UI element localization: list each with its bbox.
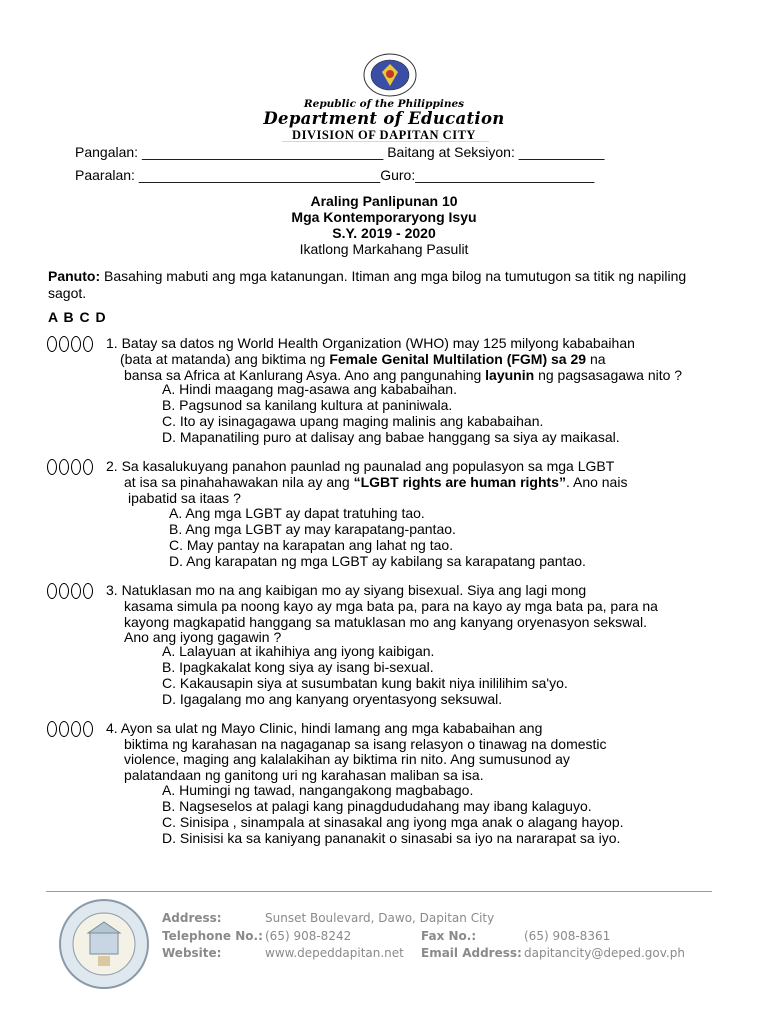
q2-choice-c: C. May pantay na karapatan ang lahat ng tao. (169, 537, 454, 553)
q3-line1: 3. Natuklasan mo na ang kaibigan mo ay siyang bisexual. Siya ang lagi mong (106, 582, 587, 598)
q3-choice-a: A. Lalayuan at ikahihiya ang iyong kaibigan. (162, 643, 435, 659)
school-year: S.Y. 2019 - 2020 (332, 225, 436, 241)
bubble-c[interactable] (71, 336, 81, 352)
q4-line4: palatandaan ng ganitong uri ng karahasan maliban sa isa. (124, 767, 484, 783)
q1-choice-a: A. Hindi maagang mag-asawa ang kababaihan. (162, 381, 457, 397)
instructions: Panuto: Basahing mabuti ang mga katanungan. Itiman ang mga bilog na tumutugon sa titik ng napiling (48, 268, 687, 284)
address-value: Sunset Boulevard, Dawo, Dapitan City (265, 911, 495, 925)
q3-choice-b: B. Ipagkakalat kong siya ay isang bi-sexual. (162, 659, 434, 675)
bubble-a[interactable] (47, 336, 57, 352)
bubble-b[interactable] (59, 721, 69, 737)
bubble-c[interactable] (71, 721, 81, 737)
q4-line3: violence, maging ang kalalakihan ay biktima rin nito. Ang sumusunod ay (124, 751, 570, 767)
instructions-cont: sagot. (48, 285, 87, 301)
q2-line1: 2. Sa kasalukuyang panahon paunlad ng paunalad ang populasyon sa mga LGBT (106, 458, 615, 474)
bubble-d[interactable] (83, 583, 93, 599)
bubble-b[interactable] (59, 459, 69, 475)
q3-choice-c: C. Kakausapin siya at susumbatan kung bakit niya inililihim sa'yo. (162, 675, 568, 691)
header-divider (282, 141, 489, 142)
bubble-d[interactable] (83, 721, 93, 737)
answer-bubbles-q1[interactable] (47, 336, 93, 352)
bubble-c[interactable] (71, 583, 81, 599)
website-label: Website: (162, 946, 222, 960)
q1-choice-d: D. Mapanatiling puro at dalisay ang babae hanggang sa siya ay maikasal. (162, 429, 620, 445)
q4-line2: biktima ng karahasan na nagaganap sa isang relasyon o tinawag na domestic (124, 736, 607, 752)
q4-choice-b: B. Nagseselos at palagi kang pinagdududahang may ibang kalaguyo. (162, 798, 592, 814)
bubble-a[interactable] (47, 583, 57, 599)
q2-choice-d: D. Ang karapatan ng mga LGBT ay kabilang sa karapatang pantao. (169, 553, 586, 569)
q1-line3: bansa sa Africa at Kanlurang Asya. Ano ang pangunahing layunin ng pagsasagawa nito ? (124, 367, 683, 383)
bubble-d[interactable] (83, 336, 93, 352)
q4-choice-c: C. Sinisipa , sinampala at sinasakal ang iyong mga anak o alagang hayop. (162, 814, 624, 830)
name-grade-section-field: Pangalan: _______________________________ Baitang at Seksiyon: ___________ (75, 144, 605, 160)
bubble-c[interactable] (71, 459, 81, 475)
q2-line2: at isa sa pinahahawakan nila ay ang “LGBT rights are human rights”. Ano nais (124, 474, 628, 490)
website-link[interactable]: www.depeddapitan.net (265, 946, 404, 960)
q3-line2: kasama simula pa noong kayo ay mga bata pa, para na kayo ay mga bata pa, para na (124, 598, 658, 614)
bubble-d[interactable] (83, 459, 93, 475)
q2-choice-b: B. Ang mga LGBT ay may karapatang-pantao. (169, 521, 456, 537)
bubble-b[interactable] (59, 583, 69, 599)
answer-header: A B C D (48, 309, 107, 325)
q2-choice-a: A. Ang mga LGBT ay dapat tratuhing tao. (169, 505, 425, 521)
bubble-a[interactable] (47, 459, 57, 475)
email-label: Email Address: (421, 946, 522, 960)
republic-label: Republic of the Philippines (303, 98, 465, 110)
exam-title: Ikatlong Markahang Pasulit (299, 241, 469, 257)
q3-line4: Ano ang iyong gagawin ? (124, 629, 282, 645)
school-teacher-field: Paaralan: _______________________________Guro:_______________________ (75, 167, 595, 183)
q2-line3: ipabatid sa itaas ? (128, 490, 241, 506)
q1-line1: 1. Batay sa datos ng World Health Organization (WHO) may 125 milyong kababaihan (106, 335, 635, 351)
answer-bubbles-q4[interactable] (47, 721, 93, 737)
q1-choice-c: C. Ito ay isinagagawa upang maging malinis ang kababaihan. (162, 413, 544, 429)
q4-choice-a: A. Humingi ng tawad, nangangakong magbabago. (162, 782, 474, 798)
footer-divider (46, 891, 712, 892)
fax-value: (65) 908-8361 (524, 929, 611, 943)
fax-label: Fax No.: (421, 929, 477, 943)
email-link[interactable]: dapitancity@deped.gov.ph (524, 946, 685, 960)
division-logo-icon (58, 898, 150, 990)
q1-choice-b: B. Pagsunod sa kanilang kultura at paniniwala. (162, 397, 453, 413)
q4-line1: 4. Ayon sa ulat ng Mayo Clinic, hindi lamang ang mga kababaihan ang (106, 720, 543, 736)
answer-bubbles-q3[interactable] (47, 583, 93, 599)
q3-line3: kayong magkapatid hanggang sa matuklasan mo ang kanyang oryenasyon sekswal. (124, 614, 647, 630)
topic-title: Mga Kontemporaryong Isyu (291, 209, 477, 225)
bubble-a[interactable] (47, 721, 57, 737)
address-label: Address: (162, 911, 222, 925)
subject-title: Araling Panlipunan 10 (310, 193, 458, 209)
division-title: DIVISION OF DAPITAN CITY (292, 128, 476, 142)
answer-bubbles-q2[interactable] (47, 459, 93, 475)
telephone-label: Telephone No.: (162, 929, 263, 943)
bubble-b[interactable] (59, 336, 69, 352)
department-title: Department of Education (263, 109, 505, 128)
q3-choice-d: D. Igagalang mo ang kanyang oryentasyong seksuwal. (162, 691, 503, 707)
q1-line2: (bata at matanda) ang biktima ng Female Genital Multilation (FGM) sa 29 na (120, 351, 606, 367)
q4-choice-d: D. Sinisisi ka sa kaniyang pananakit o sinasabi sa iyo na nararapat sa iyo. (162, 830, 621, 846)
deped-seal-icon (362, 52, 418, 98)
telephone-value: (65) 908-8242 (265, 929, 352, 943)
